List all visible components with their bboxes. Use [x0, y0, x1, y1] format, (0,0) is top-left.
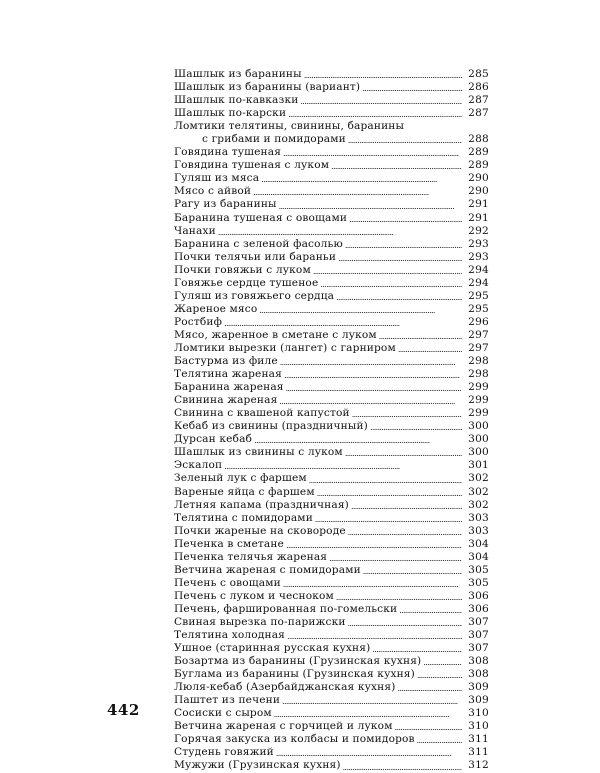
- toc-entry: [174, 133, 489, 146]
- toc-entry-page: 295: [468, 302, 489, 315]
- toc-entry-page: 289: [468, 146, 489, 159]
- dot-leader: [349, 212, 462, 225]
- toc-entry: [174, 329, 489, 342]
- dot-leader: [320, 277, 462, 290]
- toc-entry-page: 299: [468, 381, 489, 394]
- toc-entry-page: 299: [468, 407, 489, 420]
- toc-entry-title: Говяжье сердце тушеное: [174, 276, 319, 289]
- toc-entry-page: 311: [468, 746, 489, 759]
- toc-entry-title: Баранина жареная: [174, 381, 284, 394]
- toc-entry-title: Печень с овощами: [174, 576, 281, 589]
- toc-entry: [174, 486, 489, 499]
- toc-entry: [174, 707, 489, 720]
- toc-entry-page: 296: [468, 315, 489, 328]
- toc-entry-page: 293: [468, 250, 489, 263]
- toc-entry: [174, 720, 489, 733]
- toc-entry-title: Ломтики телятины, свинины, баранины: [174, 120, 405, 133]
- dot-leader: [345, 238, 462, 251]
- toc-entry: [174, 577, 489, 590]
- toc-entry-title: Гуляш из мяса: [174, 172, 260, 185]
- toc-entry-page: 305: [468, 576, 489, 589]
- toc-entry: [174, 120, 489, 133]
- toc-entry: [174, 342, 489, 355]
- toc-entry-page: 297: [468, 341, 489, 354]
- dot-leader: [352, 407, 462, 420]
- toc-entry-page: 293: [468, 237, 489, 250]
- toc-entry-page: 285: [468, 68, 489, 80]
- toc-entry-title: Мясо, жаренное в сметане с луком: [174, 328, 377, 341]
- toc-entry-page: 302: [468, 472, 489, 485]
- dot-leader: [276, 746, 462, 759]
- toc-entry-title: Студень говяжий: [174, 746, 274, 759]
- toc-entry-page: 287: [468, 94, 489, 107]
- toc-entry: [174, 94, 489, 107]
- toc-entry-title: Чанахи: [174, 224, 216, 237]
- toc-entry-title: Говядина тушеная с луком: [174, 159, 330, 172]
- toc-entry: [174, 238, 489, 251]
- dot-leader: [317, 486, 462, 499]
- toc-entry-page: 307: [468, 642, 489, 655]
- dot-leader: [280, 355, 462, 368]
- toc-entry-title: Шашлык из баранины: [174, 68, 302, 80]
- toc-entry-title: с грибами и помидорами: [202, 133, 346, 146]
- toc-entry: [174, 551, 489, 564]
- dot-leader: [279, 198, 462, 211]
- dot-leader: [288, 107, 462, 120]
- toc-entry-page: 300: [468, 420, 489, 433]
- toc-entry-page: 306: [468, 589, 489, 602]
- toc-entry-title: Буглама из баранины (Грузинская кухня): [174, 668, 415, 681]
- toc-entry-page: 310: [468, 707, 489, 720]
- dot-leader: [315, 512, 462, 525]
- dot-leader: [274, 707, 462, 720]
- toc-entry-title: Мужужи (Грузинская кухня): [174, 759, 341, 772]
- toc-entry-page: 309: [468, 681, 489, 694]
- toc-entry-title: Ветчина жареная с помидорами: [174, 563, 361, 576]
- toc-entry: [174, 564, 489, 577]
- toc-entry-page: 312: [468, 759, 489, 772]
- toc-entry-title: Ветчина жареная с горчицей и луком: [174, 720, 393, 733]
- toc-entry-title: Паштет из печени: [174, 694, 281, 707]
- toc-entry: [174, 681, 489, 694]
- toc-entry: [174, 290, 489, 303]
- toc-entry: [174, 251, 489, 264]
- toc-entry: [174, 407, 489, 420]
- dot-leader: [259, 303, 462, 316]
- dot-leader: [343, 759, 462, 772]
- dot-leader: [254, 433, 462, 446]
- dot-leader: [351, 499, 462, 512]
- toc-entry-title: Зеленый лук с фаршем: [174, 472, 307, 485]
- toc-entry-title: Баранина с зеленой фасолью: [174, 237, 343, 250]
- dot-leader: [282, 694, 462, 707]
- toc-entry: [174, 459, 489, 472]
- toc-entry-title: Сосиски с сыром: [174, 707, 272, 720]
- toc-entry: [174, 759, 489, 772]
- toc-entry: [174, 368, 489, 381]
- toc-entry: [174, 172, 489, 185]
- toc-entry: [174, 499, 489, 512]
- toc-entry: [174, 616, 489, 629]
- toc-entry-title: Шашлык по-карски: [174, 107, 287, 120]
- toc-entry-page: 304: [468, 550, 489, 563]
- toc-entry-page: 309: [468, 694, 489, 707]
- dot-leader: [348, 133, 462, 146]
- dot-leader: [283, 577, 462, 590]
- toc-entry: [174, 81, 489, 94]
- toc-entry-title: Баранина тушеная с овощами: [174, 211, 348, 224]
- dot-leader: [338, 251, 462, 264]
- dot-leader: [363, 564, 462, 577]
- toc-entry-page: 292: [468, 224, 489, 237]
- toc-entry-page: 294: [468, 263, 489, 276]
- dot-leader: [336, 590, 462, 603]
- page-number: 442: [107, 701, 140, 719]
- toc-entry-title: Бозартма из баранины (Грузинская кухня): [174, 655, 422, 668]
- toc-entry: [174, 733, 489, 746]
- toc-entry-title: Кебаб из свинины (праздничный): [174, 420, 368, 433]
- toc-entry-page: 304: [468, 537, 489, 550]
- toc-entry-page: 303: [468, 511, 489, 524]
- toc-entry-title: Жареное мясо: [174, 302, 258, 315]
- toc-entry: [174, 603, 489, 616]
- toc-entry: [174, 159, 489, 172]
- dot-leader: [398, 342, 462, 355]
- toc-entry: [174, 355, 489, 368]
- toc-entry: [174, 538, 489, 551]
- toc-entry-page: 302: [468, 485, 489, 498]
- toc-entry-page: 291: [468, 211, 489, 224]
- dot-leader: [399, 603, 462, 616]
- dot-leader: [348, 616, 462, 629]
- toc-entry-title: Ростбиф: [174, 315, 223, 328]
- toc-entry-title: Печенка в сметане: [174, 537, 284, 550]
- dot-leader: [218, 225, 462, 238]
- toc-entry-page: 286: [468, 81, 489, 94]
- toc-entry-page: 298: [468, 368, 489, 381]
- toc-entry-title: Печенка телячья жареная: [174, 550, 328, 563]
- toc-entry-title: Люля-кебаб (Азербайджанская кухня): [174, 681, 396, 694]
- toc-entry-page: 303: [468, 524, 489, 537]
- toc-entry-title: Ломтики вырезки (лангет) с гарниром: [174, 341, 396, 354]
- toc-entry-title: Летняя капама (праздничная): [174, 498, 349, 511]
- toc-entry-title: Шашлык по-кавказки: [174, 94, 299, 107]
- toc-entry: [174, 277, 489, 290]
- toc-entry-page: 297: [468, 328, 489, 341]
- toc-entry-title: Почки телячьи или бараньи: [174, 250, 337, 263]
- dot-leader: [329, 551, 462, 564]
- toc-entry-title: Телятина с помидорами: [174, 511, 313, 524]
- toc-entry: [174, 446, 489, 459]
- toc-entry-title: Ушное (старинная русская кухня): [174, 642, 371, 655]
- toc-entry-page: 310: [468, 720, 489, 733]
- toc-entry: [174, 694, 489, 707]
- toc-entry-title: Гуляш из говяжьего сердца: [174, 289, 335, 302]
- toc-entry: [174, 381, 489, 394]
- toc-entry-title: Телятина жареная: [174, 368, 282, 381]
- toc-entry-title: Шашлык из свинины с луком: [174, 446, 343, 459]
- toc-entry: [174, 420, 489, 433]
- dot-leader: [395, 720, 462, 733]
- dot-leader: [417, 668, 462, 681]
- toc-entry-page: 300: [468, 446, 489, 459]
- toc-entry: [174, 212, 489, 225]
- dot-leader: [336, 290, 462, 303]
- toc-entry-page: 305: [468, 563, 489, 576]
- toc-entry-page: 307: [468, 629, 489, 642]
- dot-leader: [300, 94, 462, 107]
- dot-leader: [287, 629, 462, 642]
- toc-entry-page: 289: [468, 159, 489, 172]
- toc-entry: [174, 655, 489, 668]
- dot-leader: [379, 329, 462, 342]
- toc-entry-page: 308: [468, 655, 489, 668]
- toc-entry-page: 302: [468, 498, 489, 511]
- toc-entry: [174, 746, 489, 759]
- dot-leader: [370, 420, 462, 433]
- toc-entry-title: Печень с луком и чесноком: [174, 589, 334, 602]
- toc-entry: [174, 525, 489, 538]
- toc-entry-title: Горячая закуска из колбасы и помидоров: [174, 733, 415, 746]
- toc-entry-page: 301: [468, 459, 489, 472]
- toc-entry: [174, 668, 489, 681]
- toc-entry: [174, 68, 489, 81]
- toc-entry: [174, 642, 489, 655]
- toc-entry-page: 288: [468, 133, 489, 146]
- dot-leader: [331, 159, 462, 172]
- dot-leader: [398, 681, 463, 694]
- toc-entry-title: Свинина жареная: [174, 394, 278, 407]
- toc-entry: [174, 264, 489, 277]
- toc-entry: [174, 316, 489, 329]
- dot-leader: [345, 446, 462, 459]
- toc-entry-page: 298: [468, 355, 489, 368]
- toc-entry-title: Бастурма из филе: [174, 355, 278, 368]
- dot-leader: [286, 538, 462, 551]
- toc-entry-title: Телятина холодная: [174, 629, 286, 642]
- toc-entry: [174, 433, 489, 446]
- toc-entry: [174, 394, 489, 407]
- toc-entry: [174, 303, 489, 316]
- dot-leader: [279, 394, 462, 407]
- toc-entry: [174, 198, 489, 211]
- toc-entry-title: Свиная вырезка по-парижски: [174, 615, 346, 628]
- dot-leader: [362, 81, 462, 94]
- toc-entry-page: 306: [468, 602, 489, 615]
- dot-leader: [261, 172, 462, 185]
- toc-entry-page: 300: [468, 433, 489, 446]
- toc-entry-page: 299: [468, 394, 489, 407]
- toc-entry-page: 287: [468, 107, 489, 120]
- dot-leader: [284, 368, 462, 381]
- dot-leader: [286, 381, 462, 394]
- toc-entry-page: 308: [468, 668, 489, 681]
- toc-entry-title: Мясо с айвой: [174, 185, 252, 198]
- toc-entry: [174, 590, 489, 603]
- dot-leader: [304, 68, 462, 81]
- dot-leader: [224, 459, 462, 472]
- toc-entry-title: Эскалоп: [174, 459, 223, 472]
- toc-entry: [174, 629, 489, 642]
- dot-leader: [423, 655, 462, 668]
- dot-leader: [309, 472, 462, 485]
- toc-entry-title: Шашлык из баранины (вариант): [174, 81, 361, 94]
- dot-leader: [372, 642, 462, 655]
- toc-entry-title: Дурсан кебаб: [174, 433, 253, 446]
- dot-leader: [417, 733, 462, 746]
- toc-entry-page: 291: [468, 198, 489, 211]
- toc-entry: [174, 225, 489, 238]
- toc-entry-page: 311: [468, 733, 489, 746]
- dot-leader: [313, 264, 462, 277]
- toc-entry-title: Свинина с квашеной капустой: [174, 407, 350, 420]
- toc-entry-title: Почки жареные на сковороде: [174, 524, 346, 537]
- toc-entry: [174, 107, 489, 120]
- toc-entry: [174, 472, 489, 485]
- toc-entry-title: Говядина тушеная: [174, 146, 282, 159]
- toc-entry-page: 294: [468, 276, 489, 289]
- dot-leader: [348, 525, 462, 538]
- dot-leader: [253, 185, 462, 198]
- toc-entry-page: 290: [468, 185, 489, 198]
- toc-entry: [174, 512, 489, 525]
- dot-leader: [224, 316, 462, 329]
- toc-entry-title: Почки говяжьи с луком: [174, 263, 311, 276]
- dot-leader: [283, 146, 462, 159]
- table-of-contents: [174, 68, 489, 773]
- toc-entry-page: 295: [468, 289, 489, 302]
- toc-entry-title: Вареные яйца с фаршем: [174, 485, 315, 498]
- toc-entry: [174, 185, 489, 198]
- toc-entry-title: Рагу из баранины: [174, 198, 277, 211]
- toc-entry: [174, 146, 489, 159]
- toc-entry-title: Печень, фаршированная по-гомельски: [174, 602, 398, 615]
- toc-entry-page: 290: [468, 172, 489, 185]
- toc-entry-page: 307: [468, 615, 489, 628]
